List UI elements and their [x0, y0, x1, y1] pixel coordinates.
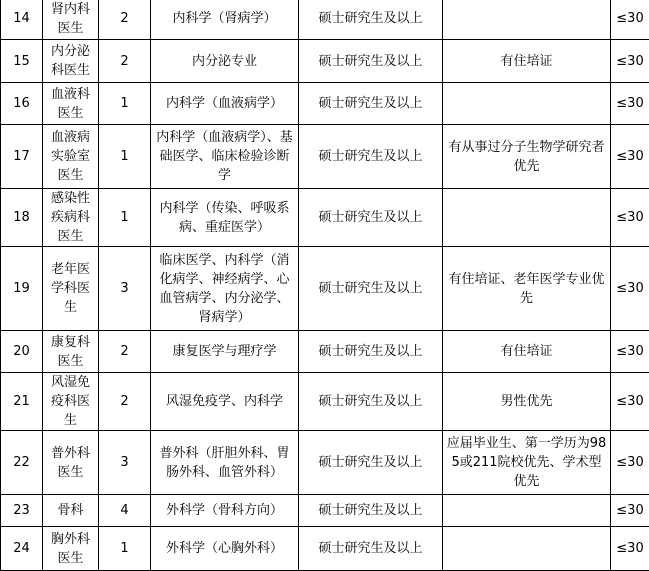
headcount-cell: 2 [99, 0, 151, 40]
row-number: 22 [1, 431, 43, 495]
note-cell: 男性优先 [443, 373, 611, 431]
headcount-cell: 2 [99, 373, 151, 431]
row-number: 14 [1, 0, 43, 40]
headcount-cell: 3 [99, 431, 151, 495]
table-row [1, 125, 649, 189]
table-row [1, 0, 649, 40]
age-cell: ≤30 [611, 495, 649, 527]
education-cell: 硕士研究生及以上 [299, 373, 443, 431]
education-cell: 硕士研究生及以上 [299, 431, 443, 495]
education-cell: 硕士研究生及以上 [299, 83, 443, 125]
age-cell: ≤30 [611, 247, 649, 331]
department-cell: 肾内科医生 [43, 0, 99, 40]
major-cell: 临床医学、内科学（消化病学、神经病学、心血管病学、内分泌学、肾病学） [151, 247, 299, 331]
row-number: 24 [1, 527, 43, 571]
age-cell: ≤30 [611, 40, 649, 83]
table-row [1, 40, 649, 83]
major-cell: 内科学（血液病学）、基础医学、临床检验诊断学 [151, 125, 299, 189]
headcount-cell: 1 [99, 83, 151, 125]
age-cell: ≤30 [611, 373, 649, 431]
age-cell: ≤30 [611, 331, 649, 373]
headcount-cell: 2 [99, 40, 151, 83]
major-cell: 内科学（血液病学） [151, 83, 299, 125]
major-cell: 内科学（传染、呼吸系病、重症医学） [151, 189, 299, 247]
note-cell: 有住培证 [443, 40, 611, 83]
headcount-cell: 2 [99, 331, 151, 373]
major-cell: 外科学（心胸外科） [151, 527, 299, 571]
department-cell: 风湿免疫科医生 [43, 373, 99, 431]
row-number: 23 [1, 495, 43, 527]
row-number: 17 [1, 125, 43, 189]
note-cell: 有住培证 [443, 331, 611, 373]
age-cell: ≤30 [611, 125, 649, 189]
note-cell [443, 495, 611, 527]
age-cell: ≤30 [611, 0, 649, 40]
age-cell: ≤30 [611, 431, 649, 495]
department-cell: 康复科医生 [43, 331, 99, 373]
note-cell: 有住培证、老年医学专业优先 [443, 247, 611, 331]
department-cell: 血液科医生 [43, 83, 99, 125]
education-cell: 硕士研究生及以上 [299, 331, 443, 373]
age-cell: ≤30 [611, 189, 649, 247]
row-number: 20 [1, 331, 43, 373]
headcount-cell: 3 [99, 247, 151, 331]
note-cell: 有从事过分子生物学研究者优先 [443, 125, 611, 189]
note-cell [443, 527, 611, 571]
table-row [1, 189, 649, 247]
table-row [1, 83, 649, 125]
note-cell: 应届毕业生、第一学历为985或211院校优先、学术型优先 [443, 431, 611, 495]
age-cell: ≤30 [611, 83, 649, 125]
table-row [1, 247, 649, 331]
major-cell: 内分泌专业 [151, 40, 299, 83]
education-cell: 硕士研究生及以上 [299, 495, 443, 527]
department-cell: 老年医学科医生 [43, 247, 99, 331]
note-cell [443, 83, 611, 125]
department-cell: 胸外科医生 [43, 527, 99, 571]
note-cell [443, 189, 611, 247]
headcount-cell: 1 [99, 125, 151, 189]
row-number: 16 [1, 83, 43, 125]
headcount-cell: 4 [99, 495, 151, 527]
education-cell: 硕士研究生及以上 [299, 189, 443, 247]
row-number: 15 [1, 40, 43, 83]
department-cell: 血液病实验室医生 [43, 125, 99, 189]
department-cell: 骨科 [43, 495, 99, 527]
row-number: 21 [1, 373, 43, 431]
table-row [1, 431, 649, 495]
education-cell: 硕士研究生及以上 [299, 247, 443, 331]
department-cell: 内分泌科医生 [43, 40, 99, 83]
major-cell: 普外科（肝胆外科、胃肠外科、血管外科） [151, 431, 299, 495]
note-cell [443, 0, 611, 40]
age-cell: ≤30 [611, 527, 649, 571]
education-cell: 硕士研究生及以上 [299, 125, 443, 189]
major-cell: 内科学（肾病学） [151, 0, 299, 40]
major-cell: 外科学（骨科方向） [151, 495, 299, 527]
education-cell: 硕士研究生及以上 [299, 527, 443, 571]
education-cell: 硕士研究生及以上 [299, 40, 443, 83]
department-cell: 感染性疾病科医生 [43, 189, 99, 247]
table-row [1, 495, 649, 527]
table-row [1, 373, 649, 431]
row-number: 18 [1, 189, 43, 247]
education-cell: 硕士研究生及以上 [299, 0, 443, 40]
major-cell: 风湿免疫学、内科学 [151, 373, 299, 431]
headcount-cell: 1 [99, 527, 151, 571]
major-cell: 康复医学与理疗学 [151, 331, 299, 373]
headcount-cell: 1 [99, 189, 151, 247]
row-number: 19 [1, 247, 43, 331]
table-row [1, 527, 649, 571]
table-row [1, 331, 649, 373]
department-cell: 普外科医生 [43, 431, 99, 495]
